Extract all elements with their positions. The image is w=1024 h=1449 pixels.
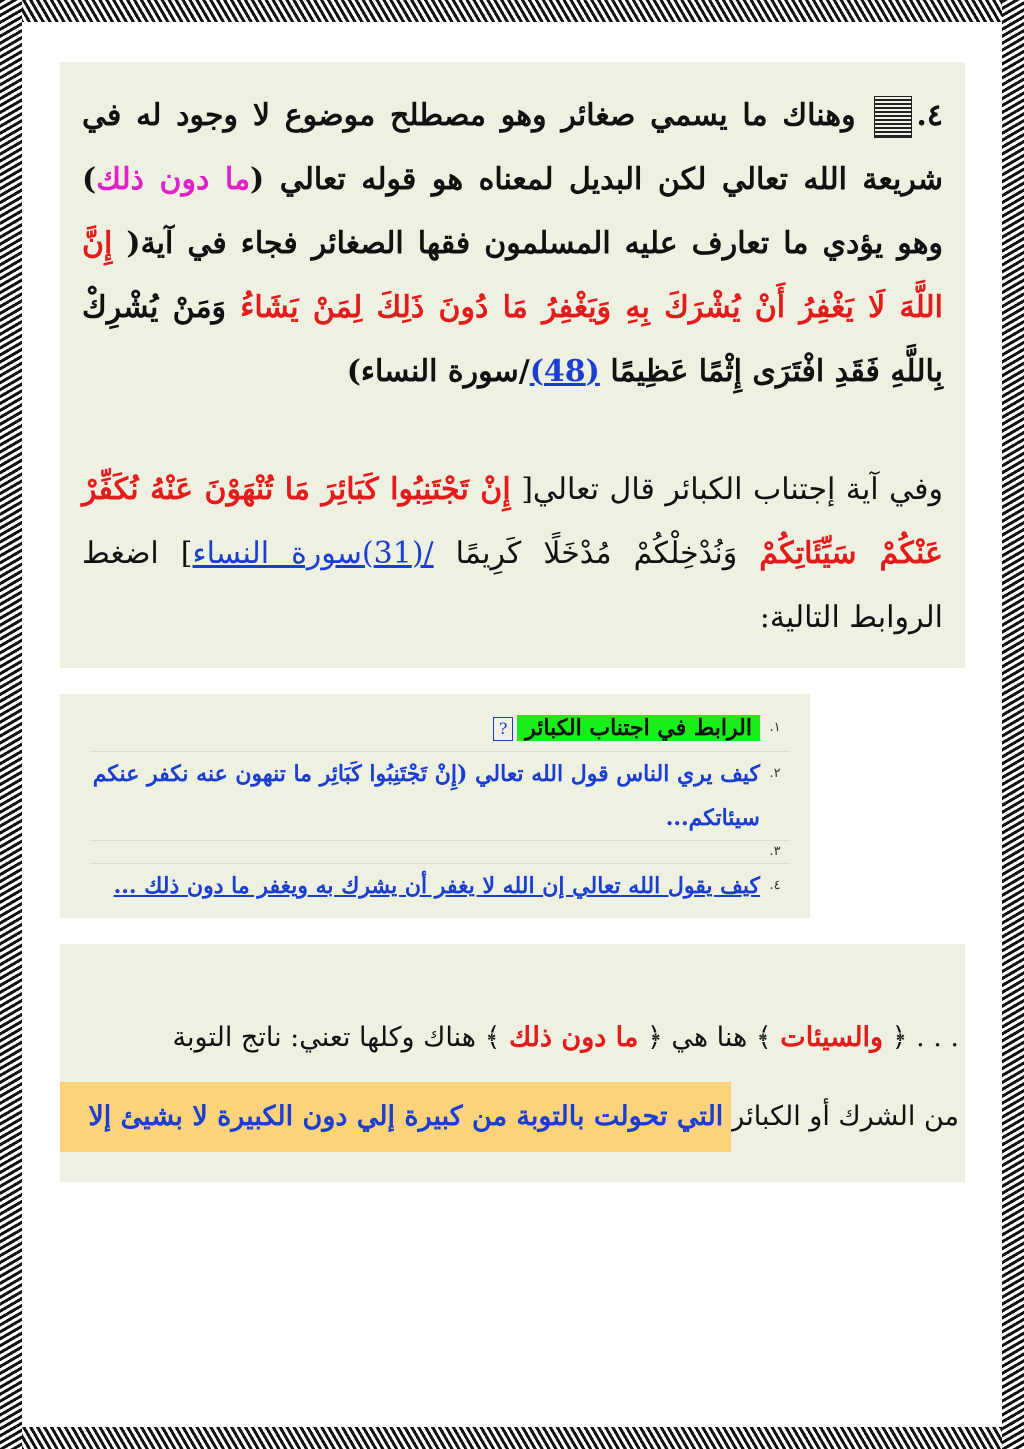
list-index: ٤. bbox=[769, 878, 781, 893]
verse-black-2: وَنُدْخِلْكُمْ مُدْخَلًا كَرِيمًا bbox=[433, 536, 760, 571]
highlight-yellow-text: التي تحولت بالتوبة من كبيرة إلي دون الكبيرة لا بشيئ إلا bbox=[60, 1082, 731, 1152]
list-index: ١. bbox=[769, 720, 781, 735]
page-content bbox=[60, 62, 965, 1182]
section-number: ٤. bbox=[916, 98, 943, 133]
para2-tail: ] اضغط الروابط التالية: bbox=[82, 536, 943, 635]
text-line-1: وهناك ما يسمي صغائر وهو مصطلح موضوع لا وجود له في bbox=[82, 98, 856, 133]
links-list bbox=[60, 694, 810, 918]
list-item[interactable] bbox=[90, 706, 790, 752]
link-allah-does-not-forgive[interactable]: كيف يقول الله تعالي إن الله لا يغفر أن يشرك به ويغفر ما دون ذلك ... bbox=[113, 873, 760, 899]
text-fragment: . . . ﴿ bbox=[883, 1022, 959, 1053]
text-fragment: ﴾ هناك وكلها تعني: ناتج التوبة bbox=[172, 1022, 509, 1053]
verse-black-1: وَمَنْ يُشْرِكْ بِاللَّهِ فَقَدِ افْتَرَى إِثْمًا عَظِيمًا bbox=[82, 290, 943, 389]
verse-link-48[interactable]: (48) bbox=[529, 354, 600, 389]
list-item[interactable] bbox=[90, 864, 790, 908]
list-index: ٢. bbox=[769, 766, 781, 781]
highlight-ma-doon-thalik: ما دون ذلك bbox=[96, 162, 251, 197]
paragraph-1 bbox=[82, 84, 943, 404]
border-bottom bbox=[0, 1427, 1024, 1449]
conclusion-line-1 bbox=[60, 1004, 965, 1072]
paragraph-2 bbox=[82, 458, 943, 650]
list-index: ٣. bbox=[769, 844, 781, 859]
text-fragment: ﴾ هنا هي ﴿ bbox=[638, 1022, 781, 1053]
bullet-marker-icon bbox=[874, 96, 912, 138]
empty-item bbox=[90, 841, 760, 863]
link-how-people-see-verse[interactable]: كيف يري الناس قول الله تعالي (إِنْ تَجْتَنِبُوا كَبَائِر ما تنهون عنه نكفر عنكم سيئاتكم... bbox=[92, 761, 760, 831]
text-line-2: شريعة الله تعالي لكن البديل لمعناه هو قوله تعالي ( bbox=[250, 162, 944, 197]
list-item bbox=[90, 841, 790, 864]
text-line-3: وهو يؤدي ما تعارف عليه المسلمون فقها الصغائر فجاء في آية( bbox=[112, 226, 943, 261]
para2-intro: وفي آية إجتناب الكبائر قال تعالي[ bbox=[510, 472, 943, 507]
link-avoid-major-sins[interactable]: الرابط في اجتناب الكبائر bbox=[517, 715, 760, 741]
verse-link-31[interactable]: /(31)سورة النساء bbox=[192, 536, 434, 571]
verse-tail-1: /سورة النساء) bbox=[346, 354, 530, 389]
border-left bbox=[0, 0, 22, 1449]
section-main-text bbox=[60, 62, 965, 668]
list-item[interactable] bbox=[90, 752, 790, 841]
spacer bbox=[82, 404, 943, 458]
border-right bbox=[1002, 0, 1024, 1449]
word-ma-doon-thalik: ما دون ذلك bbox=[508, 1022, 639, 1053]
text-fragment: من الشرك أو الكبائر bbox=[731, 1101, 959, 1132]
verse-red-1: إِنَّ اللَّهَ لَا يَغْفِرُ أَنْ يُشْرَكَ بِهِ وَيَغْفِرُ مَا دُونَ ذَلِكَ لِمَنْ يَشَاءُ bbox=[82, 226, 943, 325]
border-top bbox=[0, 0, 1024, 22]
section-conclusion bbox=[60, 944, 965, 1182]
verse-red-2: إِنْ تَجْتَنِبُوا كَبَائِرَ مَا تُنْهَوْنَ عَنْهُ نُكَفِّرْ عَنْكُمْ سَيِّئَاتِكُمْ bbox=[82, 472, 943, 571]
word-sayyiat: والسيئات bbox=[780, 1022, 884, 1053]
broken-link-icon[interactable]: ? bbox=[493, 717, 513, 741]
text-line-2-close: ) bbox=[82, 162, 97, 197]
conclusion-line-2 bbox=[60, 1082, 965, 1152]
